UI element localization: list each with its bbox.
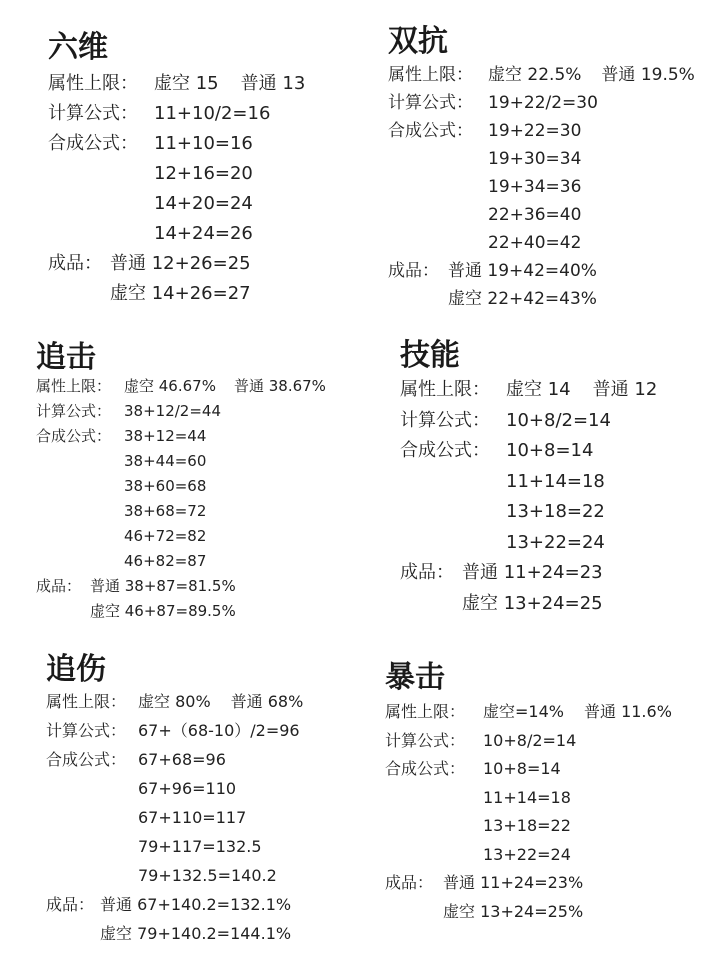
synth-row [388, 173, 695, 201]
synth-step: 38+44=60 [124, 452, 207, 470]
product-normal: 普通 11+24=23% [443, 873, 584, 892]
product-normal: 普通 12+26=25 [110, 253, 251, 274]
synth-step: 11+14=18 [483, 787, 571, 807]
synth-step: 19+34=36 [488, 177, 582, 197]
synth-step: 13+18=22 [483, 816, 571, 835]
synth-row [36, 424, 326, 449]
attr-void-value: 虚空 14 [506, 379, 571, 400]
synth-row [388, 201, 695, 229]
synth-row [400, 436, 657, 467]
calc-row [385, 727, 672, 756]
synth-step: 13+18=22 [506, 501, 605, 522]
attr-void-value: 虚空 22.5% [488, 65, 582, 85]
section-title: 追击 [36, 340, 96, 375]
calc-formula: 10+8/2=14 [483, 730, 577, 750]
product-row [400, 558, 657, 589]
synth-label: 合成公式： [46, 750, 127, 769]
product-row [48, 279, 305, 309]
section-baoji [385, 660, 672, 926]
attr-void-value: 虚空 15 [154, 73, 219, 94]
product-void: 虚空 22+42=43% [448, 289, 597, 309]
attr-limit-label: 属性上限： [385, 702, 466, 721]
synth-label: 合成公式： [48, 133, 138, 154]
synth-row [46, 832, 303, 861]
calc-formula: 67+（68-10）/2=96 [138, 721, 300, 740]
calc-label: 计算公式： [388, 93, 473, 113]
section-liuwei [48, 30, 305, 309]
calc-row [46, 716, 303, 745]
synth-step: 14+24=26 [154, 223, 253, 244]
synth-step: 38+60=68 [124, 477, 207, 495]
attr-limit-label: 属性上限： [400, 379, 490, 400]
attr-limit-label: 属性上限： [388, 65, 473, 85]
synth-row [46, 745, 303, 774]
synth-row [385, 812, 672, 841]
synth-label: 合成公式： [36, 427, 112, 445]
product-normal: 普通 19+42=40% [448, 261, 597, 281]
product-row [388, 257, 695, 285]
synth-step: 38+12=44 [124, 427, 207, 445]
attr-limit-row [400, 375, 657, 406]
product-void: 虚空 13+24=25% [443, 901, 584, 921]
attr-normal-value: 普通 12 [592, 379, 658, 400]
synth-row [400, 467, 657, 498]
attr-limit-label: 属性上限： [48, 73, 138, 94]
synth-step: 14+20=24 [154, 193, 253, 214]
attr-limit-row [36, 374, 326, 399]
product-normal: 普通 67+140.2=132.1% [100, 895, 292, 914]
synth-step: 46+72=82 [124, 527, 207, 545]
synth-row [385, 784, 672, 813]
section-zhuiji [36, 340, 326, 624]
product-normal: 普通 38+87=81.5% [90, 577, 236, 595]
attr-void-value: 虚空 80% [138, 692, 211, 711]
calc-label: 计算公式： [385, 730, 466, 750]
synth-step: 38+68=72 [124, 502, 207, 520]
synth-step: 67+68=96 [138, 750, 226, 769]
synth-step: 11+10=16 [154, 133, 253, 154]
synth-step: 12+16=20 [154, 163, 253, 184]
calc-row [388, 89, 695, 117]
synth-row [388, 117, 695, 145]
product-row [46, 890, 303, 919]
synth-step: 46+82=87 [124, 552, 207, 570]
attr-limit-label: 属性上限： [46, 692, 127, 711]
synth-row [36, 549, 326, 574]
attr-normal-value: 普通 13 [240, 73, 306, 94]
synth-label: 合成公式： [388, 121, 473, 141]
product-row [388, 285, 695, 313]
synth-row [48, 159, 305, 189]
attr-limit-row [385, 698, 672, 727]
attr-limit-row [46, 687, 303, 716]
attr-limit-label: 属性上限： [36, 377, 112, 395]
product-normal: 普通 11+24=23 [462, 562, 603, 583]
calc-label: 计算公式： [400, 409, 490, 431]
attr-limit-row [48, 69, 305, 99]
synth-step: 19+30=34 [488, 149, 582, 169]
calc-row [48, 99, 305, 129]
section-title: 暴击 [385, 660, 445, 695]
product-row [36, 574, 326, 599]
synth-label: 合成公式： [400, 440, 490, 461]
synth-step: 22+40=42 [488, 233, 582, 253]
product-row [48, 249, 305, 279]
synth-step: 13+22=24 [483, 844, 571, 864]
product-void: 虚空 13+24=25 [462, 592, 603, 614]
synth-step: 79+132.5=140.2 [138, 866, 277, 885]
synth-step: 22+36=40 [488, 205, 582, 225]
synth-row [36, 499, 326, 524]
product-label: 成品： [400, 562, 454, 583]
attr-normal-value: 普通 38.67% [233, 377, 326, 395]
product-row [385, 898, 672, 927]
synth-row [400, 497, 657, 528]
attr-normal-value: 普通 11.6% [583, 702, 672, 721]
calc-label: 计算公式： [48, 103, 138, 124]
synth-step: 13+22=24 [506, 531, 605, 553]
product-row [385, 869, 672, 898]
product-label: 成品： [385, 873, 434, 892]
product-label: 成品： [388, 261, 439, 281]
calc-row [400, 406, 657, 437]
attr-void-value: 虚空=14% [483, 702, 564, 721]
product-label: 成品： [48, 253, 102, 274]
calc-formula: 10+8/2=14 [506, 409, 611, 431]
synth-row [36, 474, 326, 499]
synth-row [48, 189, 305, 219]
attr-limit-row [388, 61, 695, 89]
product-row [400, 589, 657, 620]
calc-formula: 38+12/2=44 [124, 402, 221, 420]
synth-step: 10+8=14 [506, 440, 594, 461]
synth-row [385, 755, 672, 784]
product-label: 成品： [46, 895, 95, 914]
product-label: 成品： [36, 577, 82, 595]
synth-row [46, 861, 303, 890]
synth-row [46, 803, 303, 832]
section-jineng [400, 338, 657, 619]
section-zhuishang [46, 652, 303, 948]
product-void: 虚空 46+87=89.5% [90, 602, 236, 620]
synth-step: 11+14=18 [506, 470, 605, 492]
product-row [36, 599, 326, 624]
synth-row [388, 145, 695, 173]
calc-label: 计算公式： [46, 721, 127, 740]
synth-row [36, 449, 326, 474]
attr-normal-value: 普通 19.5% [601, 65, 695, 85]
synth-step: 79+117=132.5 [138, 837, 262, 856]
synth-step: 10+8=14 [483, 759, 561, 778]
section-shuangkang [388, 24, 695, 313]
section-title: 双抗 [388, 24, 448, 59]
product-void: 虚空 79+140.2=144.1% [100, 924, 292, 943]
synth-row [48, 219, 305, 249]
synth-row [385, 841, 672, 870]
calc-formula: 11+10/2=16 [154, 103, 271, 124]
section-title: 追伤 [46, 652, 106, 687]
attr-normal-value: 普通 68% [230, 692, 304, 711]
synth-step: 67+110=117 [138, 808, 247, 827]
calc-formula: 19+22/2=30 [488, 93, 598, 113]
synth-row [388, 229, 695, 257]
section-title: 六维 [48, 30, 108, 65]
synth-row [36, 524, 326, 549]
synth-row [400, 528, 657, 559]
product-void: 虚空 14+26=27 [110, 283, 251, 304]
synth-label: 合成公式： [385, 759, 466, 778]
calc-row [36, 399, 326, 424]
product-row [46, 919, 303, 948]
synth-row [48, 129, 305, 159]
synth-step: 19+22=30 [488, 121, 582, 141]
synth-row [46, 774, 303, 803]
synth-step: 67+96=110 [138, 779, 237, 798]
section-title: 技能 [400, 338, 460, 373]
calc-label: 计算公式： [36, 402, 112, 420]
attr-void-value: 虚空 46.67% [124, 377, 216, 395]
